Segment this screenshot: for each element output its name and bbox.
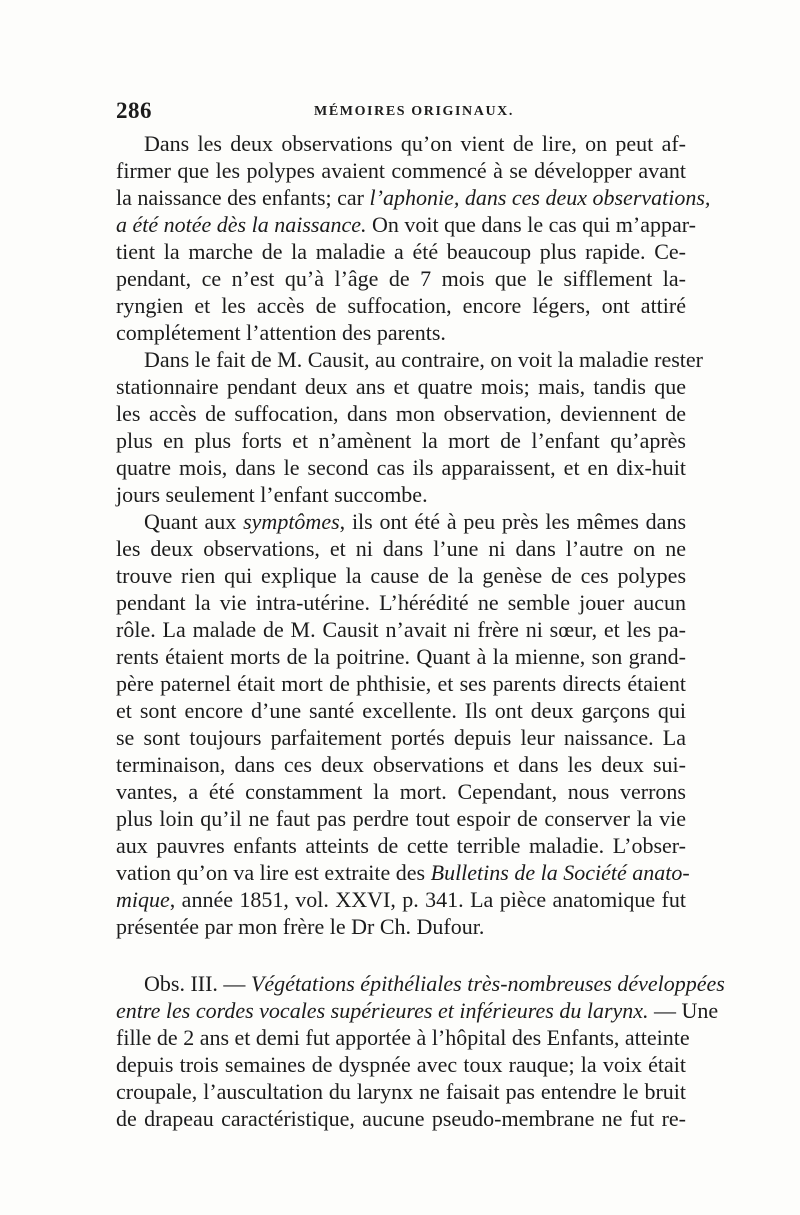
section-gap xyxy=(116,940,686,970)
text-line: vantes, a été constamment la mort. Cependant, nous verrons xyxy=(116,779,686,804)
text-line xyxy=(116,886,686,913)
text-line: Dans le fait de M. Causit, au contraire, on voit la maladie rester xyxy=(144,347,703,372)
text-line: fille de 2 ans et demi fut apportée à l’hôpital des Enfants, atteinte xyxy=(116,1025,690,1050)
text-line: père paternel était mort de phthisie, et ses parents directs étaient xyxy=(116,671,686,696)
text-line xyxy=(116,859,690,886)
text-line: rôle. La malade de M. Causit n’avait ni frère ni sœur, et les pa- xyxy=(116,617,686,642)
text-line xyxy=(116,184,711,211)
text-run: vation qu’on va lire est extraite des xyxy=(116,860,431,885)
text-line: terminaison, dans ces deux observations et dans les deux sui- xyxy=(116,752,686,777)
italic-run: entre les cordes vocales supérieures et inférieures du larynx. xyxy=(116,998,649,1023)
observation-heading: Obs. III. — xyxy=(144,971,251,996)
text-line: stationnaire pendant deux ans et quatre mois; mais, tandis que xyxy=(116,374,686,399)
text-line: les deux observations, et ni dans l’une ni dans l’autre on ne xyxy=(116,536,686,561)
text-line: se sont toujours parfaitement portés depuis leur naissance. La xyxy=(116,725,686,750)
text-line: et sont encore d’une santé excellente. Ils ont deux garçons qui xyxy=(116,698,686,723)
text-line: ryngien et les accès de suffocation, encore légers, ont attiré xyxy=(116,293,686,318)
text-line: les accès de suffocation, dans mon observation, deviennent de xyxy=(116,401,686,426)
running-head xyxy=(116,98,686,128)
text-line xyxy=(116,508,686,535)
text-run: , ils ont été à peu près les mêmes dans xyxy=(339,509,687,534)
text-line: complétement l’attention des parents. xyxy=(116,320,446,345)
text-line: présentée par mon frère le Dr Ch. Dufour. xyxy=(116,914,485,939)
text-line: tient la marche de la maladie a été beaucoup plus rapide. Ce- xyxy=(116,239,686,264)
italic-run: a été notée dès la naissance. xyxy=(116,212,367,237)
text-run: — Une xyxy=(648,998,719,1023)
text-run: la naissance des enfants; car xyxy=(116,185,370,210)
page-number: 286 xyxy=(116,98,152,123)
text-line: pendant la vie intra-utérine. L’hérédité ne semble jouer aucun xyxy=(116,590,686,615)
text-line: plus loin qu’il ne faut pas perdre tout espoir de conserver la vie xyxy=(116,806,686,831)
running-title: MÉMOIRES ORIGINAUX. xyxy=(314,104,514,119)
text-line: Dans les deux observations qu’on vient de lire, on peut af- xyxy=(144,131,686,156)
text-run: On voit que dans le cas qui m’appar- xyxy=(366,212,696,237)
text-line: pendant, ce n’est qu’à l’âge de 7 mois que le sifflement la- xyxy=(116,266,686,291)
text-line: rents étaient morts de la poitrine. Quant à la mienne, son grand- xyxy=(116,644,686,669)
text-line: trouve rien qui explique la cause de la genèse de ces polypes xyxy=(116,563,686,588)
text-line: firmer que les polypes avaient commencé à se développer avant xyxy=(116,158,686,183)
text-line xyxy=(116,211,696,238)
text-line: aux pauvres enfants atteints de cette terrible maladie. L’obser- xyxy=(116,833,686,858)
italic-run: symptômes xyxy=(243,509,340,534)
text-line xyxy=(116,970,725,997)
italic-run: Végétations épithéliales très-nombreuses développées xyxy=(250,971,725,996)
italic-run: Bulletins de la Société anato- xyxy=(430,860,690,885)
italic-run: mique xyxy=(116,887,170,912)
body-text xyxy=(116,130,725,1132)
text-line: jours seulement l’enfant succombe. xyxy=(116,482,428,507)
italic-run: l’aphonie, dans ces deux observations, xyxy=(369,185,711,210)
text-line: de drapeau caractéristique, aucune pseudo-membrane ne fut re- xyxy=(116,1106,686,1131)
text-run: Quant aux xyxy=(144,509,244,534)
text-run: , année 1851, vol. XXVI, p. 341. La pièce anatomique fut xyxy=(169,887,686,912)
text-line xyxy=(116,997,719,1024)
text-line: depuis trois semaines de dyspnée avec toux rauque; la voix était xyxy=(116,1052,686,1077)
text-line: quatre mois, dans le second cas ils apparaissent, et en dix-huit xyxy=(116,455,686,480)
text-line: plus en plus forts et n’amènent la mort de l’enfant qu’après xyxy=(116,428,686,453)
text-line: croupale, l’auscultation du larynx ne faisait pas entendre le bruit xyxy=(116,1079,686,1104)
